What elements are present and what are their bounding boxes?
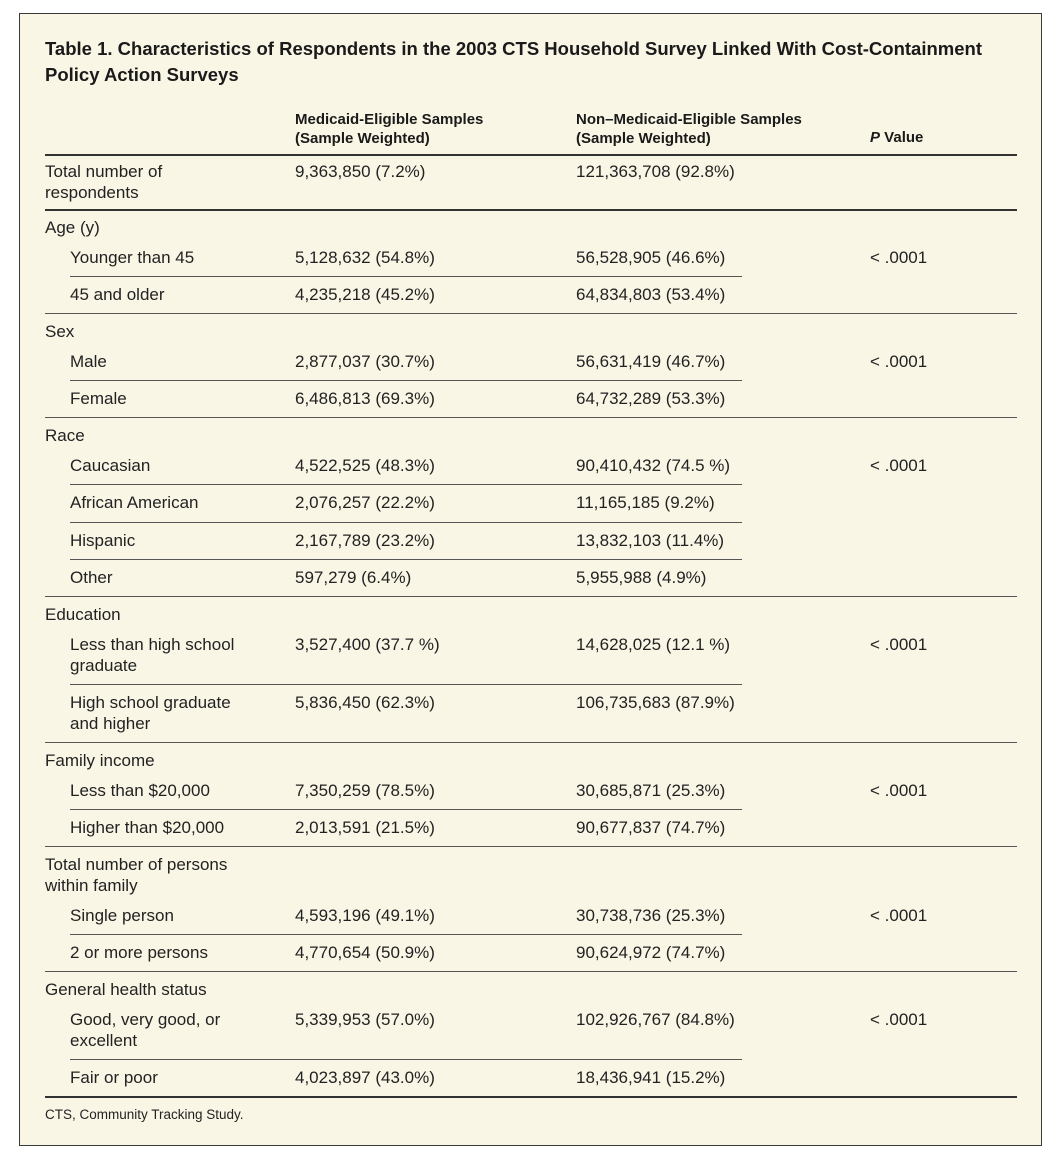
- group-title: Education: [45, 605, 121, 624]
- p-value: < .0001: [870, 456, 928, 475]
- row-label: Less than $20,000: [70, 781, 210, 800]
- row-label: Higher than $20,000: [70, 818, 225, 837]
- group-rule: [45, 417, 1017, 418]
- header-p-rest: Value: [880, 129, 924, 146]
- row-non-medicaid-value: 14,628,025 (12.1 %): [576, 635, 731, 654]
- group-title: General health status: [45, 980, 207, 999]
- header-medicaid: Medicaid-Eligible Samples (Sample Weighted): [295, 111, 484, 147]
- row-non-medicaid-value: 30,738,736 (25.3%): [576, 906, 726, 925]
- row-non-medicaid-value: 64,834,803 (53.4%): [576, 285, 726, 304]
- group-rule: [45, 846, 1017, 847]
- bottom-rule: [45, 1096, 1017, 1098]
- row-separator: [70, 1059, 742, 1060]
- row-label: Fair or poor: [70, 1068, 158, 1087]
- row-non-medicaid-value: 56,528,905 (46.6%): [576, 248, 726, 267]
- row-non-medicaid-value: 13,832,103 (11.4%): [576, 531, 725, 550]
- p-value: < .0001: [870, 248, 928, 267]
- row-non-medicaid-value: 90,624,972 (74.7%): [576, 943, 726, 962]
- row-separator: [70, 380, 742, 381]
- row-medicaid-value: 4,522,525 (48.3%): [295, 456, 435, 475]
- total-label: Total number of respondents: [45, 162, 163, 202]
- row-label: Other: [70, 568, 113, 587]
- row-non-medicaid-value: 18,436,941 (15.2%): [576, 1068, 726, 1087]
- row-label: Hispanic: [70, 531, 136, 550]
- group-rule: [45, 596, 1017, 597]
- row-medicaid-value: 5,339,953 (57.0%): [295, 1010, 435, 1029]
- row-label: Less than high school graduate: [70, 635, 235, 675]
- header-non-medicaid: Non–Medicaid-Eligible Samples (Sample Weighted): [576, 111, 802, 147]
- group-title: Race: [45, 426, 85, 445]
- group-title: Family income: [45, 751, 155, 770]
- total-non-medicaid: 121,363,708 (92.8%): [576, 162, 735, 181]
- row-separator: [70, 934, 742, 935]
- total-medicaid: 9,363,850 (7.2%): [295, 162, 426, 181]
- row-medicaid-value: 7,350,259 (78.5%): [295, 781, 435, 800]
- row-medicaid-value: 6,486,813 (69.3%): [295, 389, 435, 408]
- row-separator: [70, 559, 742, 560]
- table-panel: [19, 13, 1042, 1146]
- row-separator: [70, 276, 742, 277]
- row-non-medicaid-value: 102,926,767 (84.8%): [576, 1010, 735, 1029]
- group-rule: [45, 313, 1017, 314]
- row-medicaid-value: 2,167,789 (23.2%): [295, 531, 435, 550]
- row-non-medicaid-value: 106,735,683 (87.9%): [576, 693, 735, 712]
- p-value: < .0001: [870, 635, 928, 654]
- row-non-medicaid-value: 90,410,432 (74.5 %): [576, 456, 731, 475]
- row-non-medicaid-value: 56,631,419 (46.7%): [576, 352, 726, 371]
- row-separator: [70, 684, 742, 685]
- row-label: Male: [70, 352, 107, 371]
- row-non-medicaid-value: 30,685,871 (25.3%): [576, 781, 726, 800]
- p-value: < .0001: [870, 1010, 928, 1029]
- p-value: < .0001: [870, 352, 928, 371]
- row-medicaid-value: 3,527,400 (37.7 %): [295, 635, 440, 654]
- row-separator: [70, 484, 742, 485]
- header-rule: [45, 154, 1017, 156]
- header-p-italic: P: [870, 129, 881, 146]
- group-rule: [45, 209, 1017, 211]
- group-title: Age (y): [45, 218, 100, 237]
- group-rule: [45, 742, 1017, 743]
- row-separator: [70, 809, 742, 810]
- row-medicaid-value: 2,013,591 (21.5%): [295, 818, 435, 837]
- header-p-value: [870, 128, 923, 147]
- row-medicaid-value: 5,128,632 (54.8%): [295, 248, 435, 267]
- row-non-medicaid-value: 11,165,185 (9.2%): [576, 493, 715, 512]
- row-medicaid-value: 2,076,257 (22.2%): [295, 493, 435, 512]
- row-medicaid-value: 4,235,218 (45.2%): [295, 285, 435, 304]
- row-non-medicaid-value: 90,677,837 (74.7%): [576, 818, 726, 837]
- row-label: African American: [70, 493, 199, 512]
- row-label: 2 or more persons: [70, 943, 208, 962]
- row-label: Caucasian: [70, 456, 151, 475]
- row-label: High school graduate and higher: [70, 693, 231, 733]
- row-label: Good, very good, or excellent: [70, 1010, 221, 1050]
- row-medicaid-value: 4,770,654 (50.9%): [295, 943, 435, 962]
- group-rule: [45, 971, 1017, 972]
- row-medicaid-value: 4,023,897 (43.0%): [295, 1068, 435, 1087]
- footnote: CTS, Community Tracking Study.: [45, 1107, 244, 1122]
- row-medicaid-value: 5,836,450 (62.3%): [295, 693, 435, 712]
- p-value: < .0001: [870, 906, 928, 925]
- row-separator: [70, 522, 742, 523]
- group-title: Sex: [45, 322, 75, 341]
- p-value: < .0001: [870, 781, 928, 800]
- row-medicaid-value: 597,279 (6.4%): [295, 568, 412, 587]
- row-medicaid-value: 4,593,196 (49.1%): [295, 906, 435, 925]
- row-label: 45 and older: [70, 285, 165, 304]
- row-label: Younger than 45: [70, 248, 195, 267]
- row-non-medicaid-value: 64,732,289 (53.3%): [576, 389, 726, 408]
- group-title: Total number of persons within family: [45, 855, 228, 895]
- row-label: Female: [70, 389, 127, 408]
- row-medicaid-value: 2,877,037 (30.7%): [295, 352, 435, 371]
- row-label: Single person: [70, 906, 174, 925]
- row-non-medicaid-value: 5,955,988 (4.9%): [576, 568, 707, 587]
- table-title: Table 1. Characteristics of Respondents in the 2003 CTS Household Survey Linked With Cost-Containment Policy Action Surveys: [45, 38, 982, 85]
